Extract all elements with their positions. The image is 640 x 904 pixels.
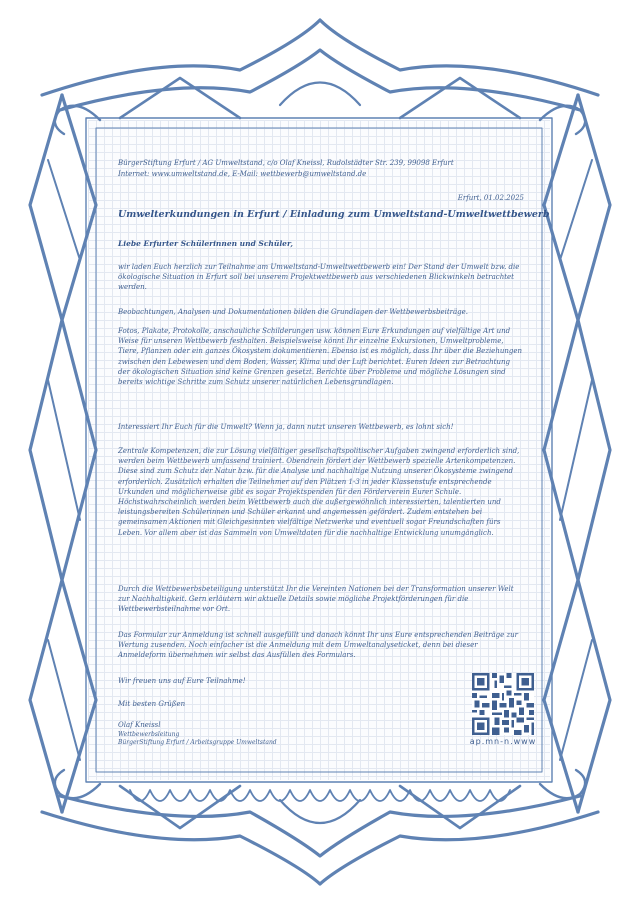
greeting: Liebe Erfurter Schülerinnen und Schüler,	[118, 239, 293, 248]
paragraph: Fotos, Plakate, Protokolle, anschauliche Schilderungen usw. können Eure Erkundungen auf vielfältige Art und Weise für unseren Wettbewerb festhalten. Beispielsweise könnt Ihr einzelne Exkursionen, Umweltprobleme, Tiere, Pflanzen oder ein ganzes Ökosystem dokumentieren. Ebenso ist es möglich, dass Ihr über die Beziehungen zwischen den Lebewesen und dem Boden, Wasser, Klima und der Luft berichtet. Euren Ideen zur Betrachtung der ökologischen Situation sind keine Grenzen gesetzt. Berichte über Probleme und mögliche Lösungen sind bereits wichtige Schritte zum Schutz unserer natürlichen Lebensgrundlagen.	[118, 327, 522, 387]
letter-date: Erfurt, 01.02.2025	[457, 194, 524, 202]
paragraph: Das Formular zur Anmeldung ist schnell ausgefüllt und danach könnt Ihr uns Eure entsprechenden Beiträge zur Wertung zusenden. Noch einfacher ist die Anmeldung mit dem Umweltanalyseticket, denn bei dieser Anmeldeform übernehmen wir selbst das Ausfüllen des Formulars.	[118, 631, 519, 660]
paragraph: wir laden Euch herzlich zur Teilnahme am Umweltstand-Umweltwettbewerb ein! Der Stand der Umwelt bzw. die ökologische Situation in Erfurt soll bei unserem Projektwettbewerb aus verschiedenen Blickwinkeln betrachtet werden.	[118, 263, 520, 292]
signature-role: Wettbewerbsleitung	[118, 731, 180, 738]
sender-line: BürgerStiftung Erfurt / AG Umweltstand, c/o Olaf Kneissl, Rudolstädter Str. 239, 99098 Erfurt	[118, 159, 454, 167]
signature-name: Olaf Kneissl	[118, 721, 161, 729]
paragraph: Interessiert Ihr Euch für die Umwelt? Wenn ja, dann nutzt unseren Wettbewerb, es lohnt sich!	[118, 423, 454, 431]
qr-code[interactable]	[472, 673, 534, 735]
letter-title: Umwelterkundungen in Erfurt / Einladung zum Umweltstand-Umweltwettbewerb	[118, 209, 550, 220]
paragraph: Beobachtungen, Analysen und Dokumentationen bilden die Grundlagen der Wettbewerbsbeiträge.	[118, 308, 469, 316]
paragraph: Zentrale Kompetenzen, die zur Lösung vielfältiger gesellschaftspolitischer Aufgaben zwingend erforderlich sind, werden beim Wettbewerb umfassend trainiert. Obendrein fördert der Wettbewerb spezielle Artenkompetenzen. Diese sind zum Schutz der Natur bzw. für die Analyse und nachhaltige Nutzung unserer Ökosysteme zwingend erforderlich. Zusätzlich erhalten die Teilnehmer auf den Plätzen 1-3 in jeder Klassenstufe entsprechende Urkunden und möglicherweise gibt es sogar Projektspenden für den Förderverein Eurer Schule. Höchstwahrscheinlich werden beim Wettbewerb auch die außergewöhnlich interessierten, talentierten und leistungsbereiten Schülerinnen und Schüler erkannt und angemessen gefördert. Zudem entstehen bei gemeinsamen Aktionen mit Gleichgesinnten vielfältige Netzwerke und eventuell sogar Freundschaften fürs Leben. Vor allem aber ist das Sammeln von Umweltdaten für die nachhaltige Entwicklung unumgänglich.	[118, 447, 520, 537]
signature-organization: BürgerStiftung Erfurt / Arbeitsgruppe Umweltstand	[118, 739, 277, 746]
paragraph: Durch die Wettbewerbsbeteiligung unterstützt Ihr die Vereinten Nationen bei der Transformation unserer Welt zur Nachhaltigkeit. Gern erläutern wir aktuelle Details sowie mögliche Projektförderungen für die Wettbewerbsteilnahme vor Ort.	[118, 585, 514, 614]
contact-line: Internet: www.umweltstand.de, E-Mail: wettbewerb@umweltstand.de	[118, 170, 367, 178]
closing-line: Wir freuen uns auf Eure Teilnahme!	[118, 677, 246, 685]
qr-code-label: ap.mn-n.www	[469, 737, 537, 746]
closing-greeting: Mit besten Grüßen	[118, 700, 186, 708]
